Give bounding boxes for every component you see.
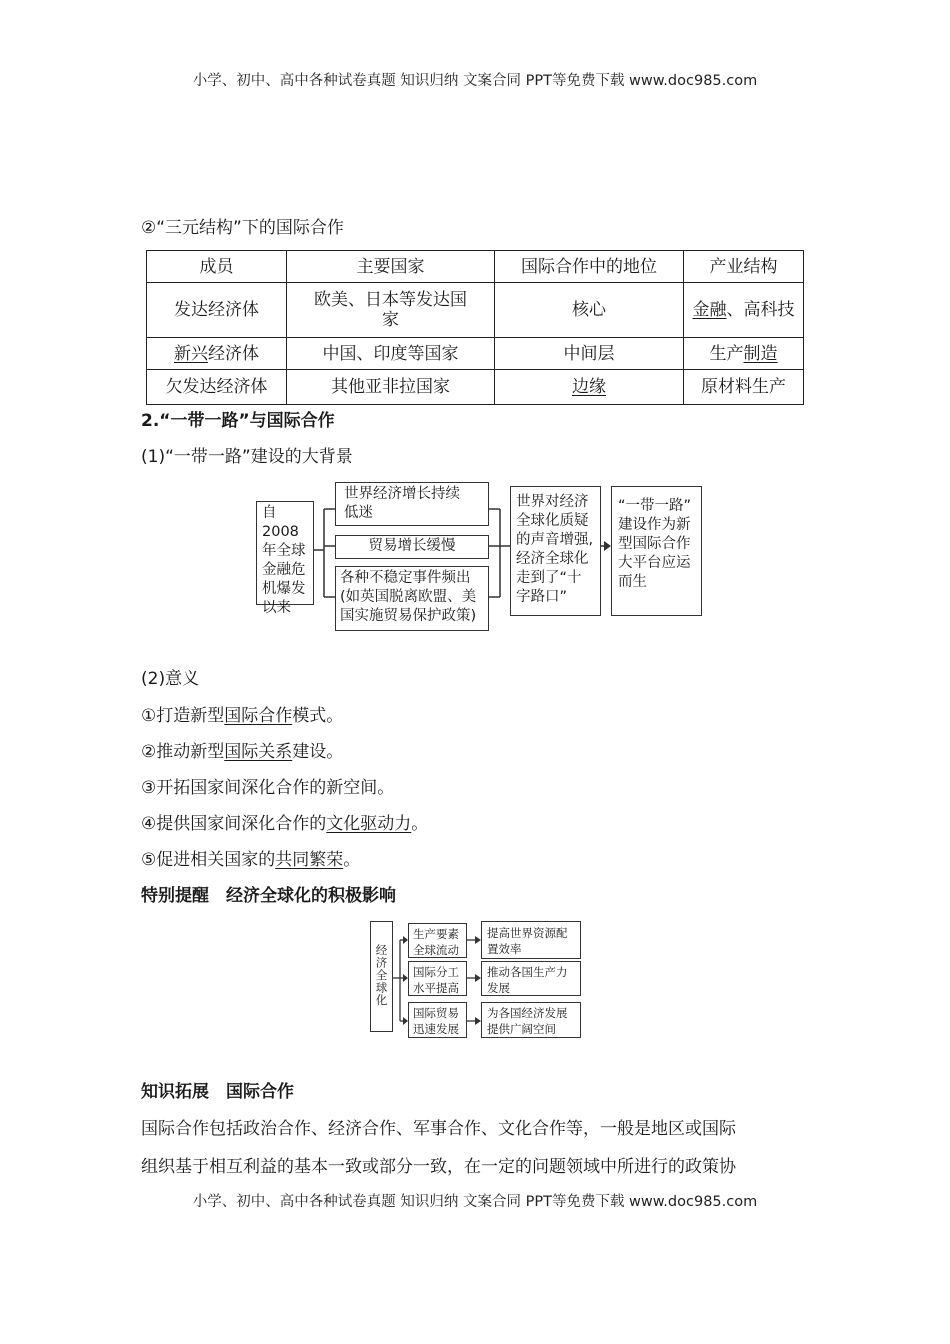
- outcome-box: [481, 921, 581, 959]
- list-item: ②推动新型国际关系建设。: [141, 742, 344, 762]
- diagram-line: 为各国经济发展: [487, 1006, 568, 1020]
- table-header-cell: 国际合作中的地位: [495, 251, 684, 283]
- subsection-heading: (1)“一带一路”建设的大背景: [141, 447, 353, 467]
- paragraph-line: 组织基于相互利益的基本一致或部分一致，在一定的问题领域中所进行的政策协: [141, 1157, 736, 1177]
- extension-paragraph: [141, 1110, 811, 1186]
- effect-box: [408, 923, 467, 958]
- underlined-answer: 制造: [743, 343, 778, 364]
- diagram-line: 建设作为新: [618, 517, 691, 533]
- diagram-line: 大平台应运: [618, 555, 691, 571]
- underlined-answer: 文化驱动力: [326, 814, 412, 834]
- diagram-line: 国际分工: [413, 965, 459, 979]
- diagram-line: 自2008: [262, 505, 299, 540]
- outcome-box: [481, 1002, 581, 1038]
- diagram-line: 各种不稳定事件频出: [340, 570, 471, 586]
- diagram-line: 置效率: [487, 942, 522, 956]
- list-item: ③开拓国家间深化合作的新空间。: [141, 778, 395, 798]
- diagram-line: 推动各国生产力: [487, 965, 568, 979]
- table-header-cell: 主要国家: [287, 251, 495, 283]
- underlined-answer: 国际关系: [224, 742, 293, 762]
- diagram-line: 走到了“十: [516, 570, 582, 586]
- section-heading: 2.“一带一路”与国际合作: [141, 411, 335, 431]
- table-header-cell: 成员: [147, 251, 287, 283]
- diagram-line: 而生: [618, 574, 647, 590]
- diagram-line: 机爆发: [262, 581, 306, 597]
- table-cell-text: 经济体: [208, 343, 259, 364]
- underlined-answer: 金融: [692, 300, 727, 320]
- diagram-line: 生产要素: [413, 927, 459, 941]
- diagram-line: 金融危: [262, 562, 306, 578]
- diagram-line: 型国际合作: [618, 536, 691, 552]
- extension-title: 知识拓展 国际合作: [141, 1082, 294, 1102]
- diagram-line: (如英国脱离欧盟、美: [340, 589, 477, 605]
- list-item: ⑤促进相关国家的共同繁荣。: [141, 850, 361, 870]
- table-cell: 欠发达经济体: [147, 370, 287, 405]
- table-cell-text: 、高科技: [726, 300, 795, 320]
- diagram-line: 字路口”: [516, 589, 568, 605]
- subsection-heading: (2)意义: [141, 669, 200, 689]
- effect-box: [408, 961, 467, 996]
- underlined-answer: 共同繁荣: [275, 850, 344, 870]
- reminder-title: 特别提醒 经济全球化的积极影响: [141, 886, 396, 906]
- paragraph-line: 国际合作包括政治合作、经济合作、军事合作、文化合作等，一般是地区或国际: [141, 1119, 736, 1139]
- diagram-line: 国实施贸易保护政策): [340, 608, 477, 624]
- diagram-line: 世界对经济: [516, 494, 589, 510]
- page-header: 小学、初中、高中各种试卷真题 知识归纳 文案合同 PPT等免费下载 www.doc985.com: [192, 73, 758, 89]
- page-footer: 小学、初中、高中各种试卷真题 知识归纳 文案合同 PPT等免费下载 www.doc985.com: [192, 1194, 758, 1210]
- diagram-line: 提供广阔空间: [487, 1022, 556, 1036]
- table-cell-text: 生产: [709, 343, 744, 364]
- effect-box: [408, 1002, 467, 1038]
- diagram-line: 国际贸易: [413, 1006, 459, 1020]
- diagram-line: 全球流动: [413, 943, 459, 957]
- table-cell: 其他亚非拉国家: [287, 370, 495, 405]
- diagram-line: 世界经济增长持续: [344, 486, 460, 502]
- list-item: ①打造新型国际合作模式。: [141, 706, 344, 726]
- diagram-line: 迅速发展: [413, 1022, 459, 1036]
- underlined-answer: 边缘: [572, 377, 606, 397]
- table-cell-line: 欧美、日本等发达国: [314, 290, 467, 310]
- table-cell: 核心: [495, 283, 684, 338]
- diagram-line: 经济全球化: [374, 944, 389, 1007]
- outcome-box: [481, 961, 581, 996]
- table-header-cell: 产业结构: [684, 251, 804, 283]
- diagram-line: 全球化质疑: [516, 513, 589, 529]
- diagram-line: 的声音增强,: [516, 532, 594, 548]
- underlined-answer: 新兴: [174, 343, 208, 364]
- diagram-line: 低迷: [344, 505, 373, 521]
- diagram-line: 经济全球化: [516, 551, 589, 567]
- table-cell: 中国、印度等国家: [287, 338, 495, 370]
- diagram-line: 发展: [487, 981, 510, 995]
- diagram-line: 年全球: [262, 543, 306, 559]
- table-cell: 中间层: [495, 338, 684, 370]
- table-cell: 原材料生产: [684, 370, 804, 405]
- diagram-line: “一带一路”: [618, 498, 692, 514]
- table-cell: 发达经济体: [147, 283, 287, 338]
- list-item: ④提供国家间深化合作的文化驱动力。: [141, 814, 429, 834]
- underlined-answer: 国际合作: [224, 706, 293, 726]
- diagram-line: 贸易增长缓慢: [368, 538, 456, 554]
- diagram-line: 水平提高: [413, 981, 459, 995]
- diagram-line: 以来: [262, 600, 291, 616]
- diagram-line: 提高世界资源配: [487, 926, 568, 940]
- table-title: ②“三元结构”下的国际合作: [141, 218, 344, 238]
- table-cell-line: 家: [382, 310, 399, 330]
- source-box: [370, 921, 393, 1032]
